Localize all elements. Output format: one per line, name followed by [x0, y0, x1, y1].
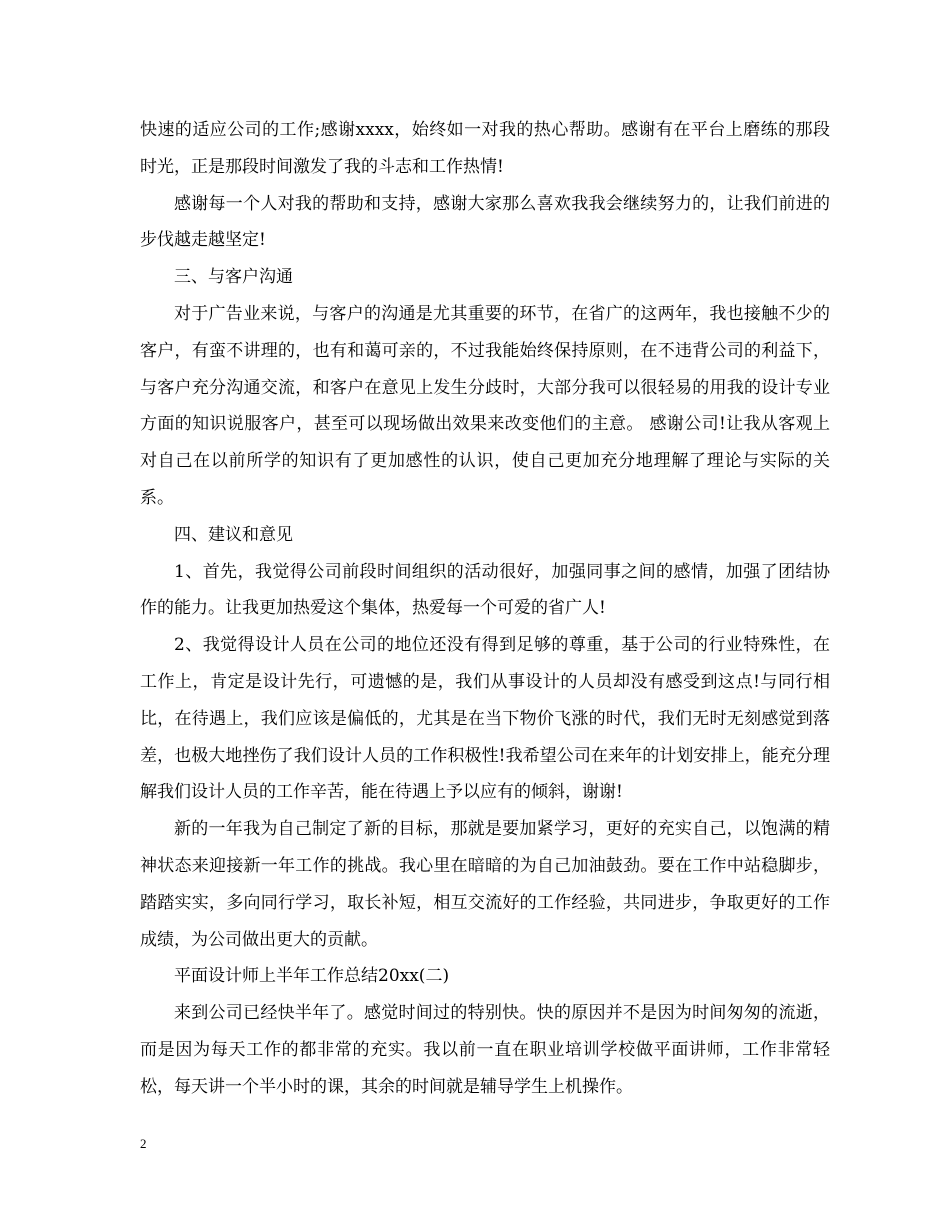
paragraph-suggestion-2: 2、我觉得设计人员在公司的地位还没有得到足够的尊重，基于公司的行业特殊性，在工作上，肯定是设计先行，可遗憾的是，我们从事设计的人员却没有感受到这点!与同行相比，在待遇上，我们应该是偏低的，尤其是在当下物价飞涨的时代，我们无时无刻感觉到落差，也极大地挫伤了我们设计人员的工作积极性!我希望公司在来年的计划安排上，能充分理解我们设计人员的工作辛苦，能在待遇上予以应有的倾斜，谢谢!: [140, 635, 830, 803]
subtitle-part-two: 平面设计师上半年工作总结20xx(二): [174, 966, 450, 987]
paragraph-continuation: 快速的适应公司的工作;感谢xxxx，始终如一对我的热心帮助。感谢有在平台上磨练的那段时光，正是那段时间激发了我的斗志和工作热情!: [140, 120, 830, 177]
document-body: [140, 112, 830, 1106]
paragraph-thanks: 感谢每一个人对我的帮助和支持，感谢大家那么喜欢我我会继续努力的，让我们前进的步伐越走越坚定!: [140, 193, 830, 251]
paragraph-half-year: 来到公司已经快半年了。感觉时间过的特别快。快的原因并不是因为时间匆匆的流逝，而是因为每天工作的都非常的充实。我以前一直在职业培训学校做平面讲师，工作非常轻松，每天讲一个半小时的课，其余的时间就是辅导学生上机操作。: [140, 1003, 830, 1097]
section-heading-client-communication: 三、与客户沟通: [174, 267, 293, 288]
paragraph-suggestion-1: 1、首先，我觉得公司前段时间组织的活动很好，加强同事之间的感情，加强了团结协作的能力。让我更加热爱这个集体，热爱每一个可爱的省广人!: [140, 561, 830, 619]
paragraph-client-communication: 对于广告业来说，与客户的沟通是尤其重要的环节，在省广的这两年，我也接触不少的客户，有蛮不讲理的，也有和蔼可亲的，不过我能始终保持原则，在不违背公司的利益下，与客户充分沟通交流，和客户在意见上发生分歧时，大部分我可以很轻易的用我的设计专业方面的知识说服客户，甚至可以现场做出效果来改变他们的主意。 感谢公司!让我从客观上对自己在以前所学的知识有了更加感性的认识，使自己更加充分地理解了理论与实际的关系。: [140, 303, 830, 508]
section-heading-suggestions: 四、建议和意见: [174, 524, 293, 545]
paragraph-new-year-goals: 新的一年我为自己制定了新的目标，那就是要加紧学习，更好的充实自己，以饱满的精神状态来迎接新一年工作的挑战。我心里在暗暗的为自己加油鼓劲。要在工作中站稳脚步，踏踏实实，多向同行学习，取长补短，相互交流好的工作经验，共同进步，争取更好的工作成绩，为公司做出更大的贡献。: [140, 819, 830, 950]
page-number: 2: [140, 1136, 147, 1151]
